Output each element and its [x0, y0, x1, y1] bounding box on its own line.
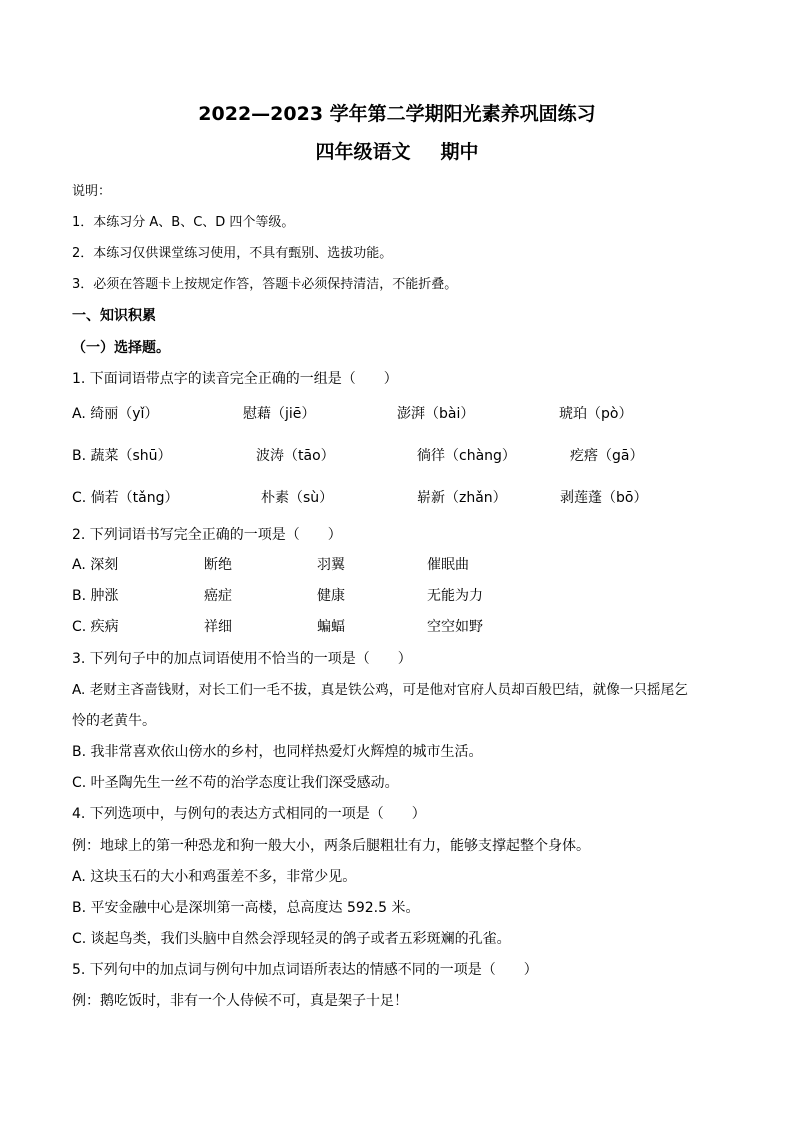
note-item-1: 1．本练习分 A、B、C、D 四个等级。 — [72, 215, 295, 230]
q2-option: 催眠曲 — [427, 557, 469, 573]
q2-option: 祥细 — [204, 619, 232, 635]
q2-option: 羽翼 — [317, 557, 345, 573]
page-title: 2022—2023 学年第二学期阳光素养巩固练习 — [198, 103, 596, 125]
q4-option-a: A. 这块玉石的大小和鸡蛋差不多，非常少见。 — [72, 869, 357, 885]
section-heading: 一、知识积累 — [72, 308, 156, 324]
q3-option-c: C. 叶圣陶先生一丝不苟的治学态度让我们深受感动。 — [72, 775, 399, 791]
q2-option: 空空如野 — [427, 619, 483, 635]
q3-option-a-cont: 怜的老黄牛。 — [72, 713, 156, 729]
q4-example: 例：地球上的第一种恐龙和狗一般大小，两条后腿粗壮有力，能够支撑起整个身体。 — [72, 838, 590, 854]
q1-option: 徜徉（chàng） — [417, 448, 516, 464]
q1-option: A. 绮丽（yǐ） — [72, 406, 159, 422]
page-subtitle — [0, 140, 794, 164]
q4-option-b: B. 平安金融中心是深圳第一高楼，总高度达 592.5 米。 — [72, 900, 420, 916]
q2-option: C. 疾病 — [72, 619, 119, 635]
note-item-2: 2．本练习仅供课堂练习使用，不具有甄别、选拔功能。 — [72, 246, 393, 261]
q2-option: A. 深刻 — [72, 557, 119, 573]
q1-option: 疙瘩（gā） — [570, 448, 644, 464]
q1-option: 崭新（zhǎn） — [417, 490, 507, 506]
q2-option: B. 肿涨 — [72, 588, 119, 604]
q1-option: 波涛（tāo） — [256, 448, 335, 464]
q1-option: 剥莲蓬（bō） — [560, 490, 648, 506]
q1-option: 慰藉（jiē） — [243, 406, 316, 422]
question-2-stem: 2. 下列词语书写完全正确的一项是（ ） — [72, 527, 342, 543]
q2-option: 蝙蝠 — [317, 619, 345, 635]
q2-option: 断绝 — [204, 557, 232, 573]
subtitle-term: 期中 — [440, 141, 479, 163]
q1-option: 朴素（sù） — [261, 490, 334, 506]
note-item-3: 3．必须在答题卡上按规定作答，答题卡必须保持清洁，不能折叠。 — [72, 277, 458, 292]
question-4-stem: 4. 下列选项中，与例句的表达方式相同的一项是（ ） — [72, 806, 426, 822]
subtitle-grade: 四年级语文 — [315, 141, 411, 163]
q1-option: 澎湃（bài） — [397, 406, 475, 422]
sub-section-heading: （一）选择题。 — [72, 340, 170, 356]
q5-example: 例：鹅吃饭时，非有一个人侍候不可，真是架子十足！ — [72, 993, 408, 1009]
q3-option-a: A. 老财主吝啬钱财，对长工们一毛不拔，真是铁公鸡，可是他对官府人员却百般巴结，就像一只摇尾乞 — [72, 682, 688, 698]
notes-heading: 说明： — [72, 184, 112, 199]
q4-option-c: C. 谈起鸟类，我们头脑中自然会浮现轻灵的鸽子或者五彩斑斓的孔雀。 — [72, 931, 511, 947]
question-3-stem: 3. 下列句子中的加点词语使用不恰当的一项是（ ） — [72, 651, 412, 667]
q3-option-b: B. 我非常喜欢依山傍水的乡村，也同样热爱灯火辉煌的城市生活。 — [72, 744, 483, 760]
q2-option: 健康 — [317, 588, 345, 604]
q2-option: 癌症 — [204, 588, 232, 604]
question-1-stem: 1. 下面词语带点字的读音完全正确的一组是（ ） — [72, 371, 398, 387]
q1-option: C. 倘若（tǎng） — [72, 490, 179, 506]
question-5-stem: 5. 下列句中的加点词与例句中加点词语所表达的情感不同的一项是（ ） — [72, 962, 538, 978]
q1-option: B. 蔬菜（shū） — [72, 448, 172, 464]
q2-option: 无能为力 — [427, 588, 483, 604]
q1-option: 琥珀（pò） — [559, 406, 633, 422]
